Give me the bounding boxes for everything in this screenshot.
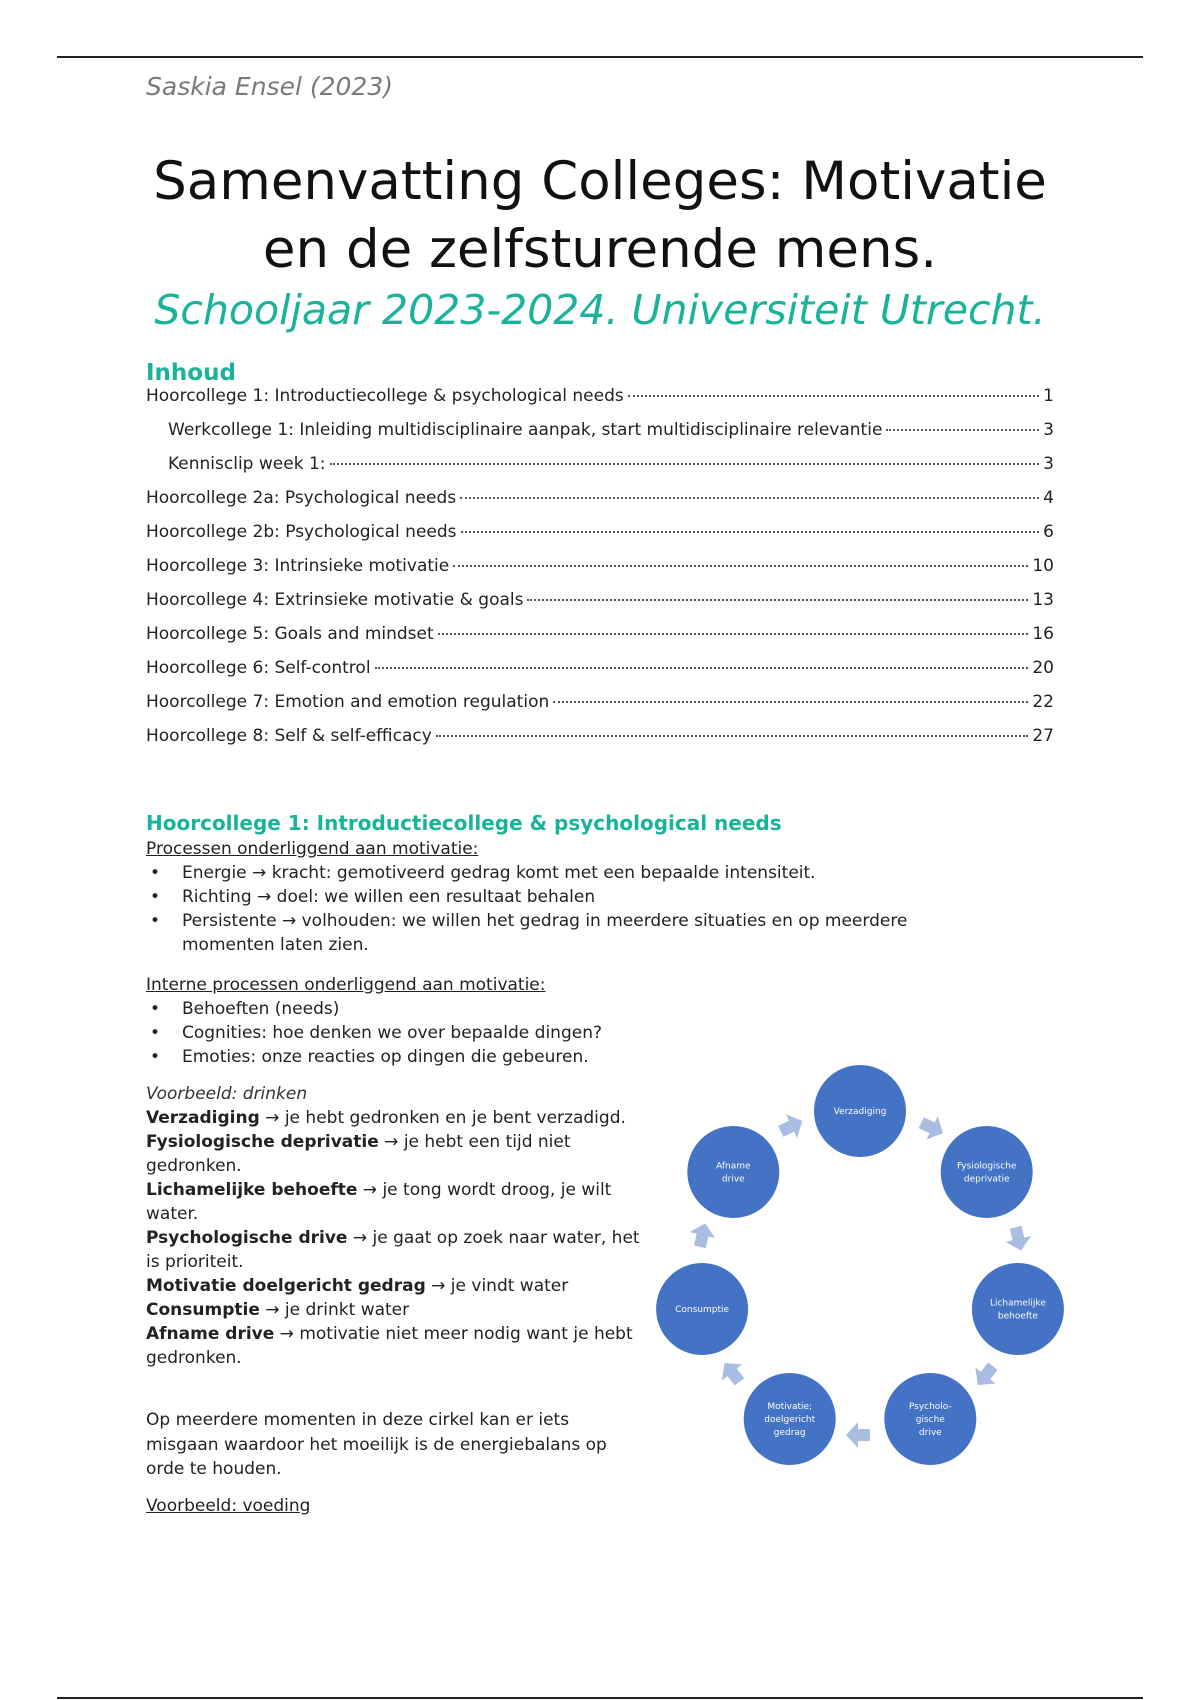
list-item: • Persistente → volhouden: we willen het gedrag in meerdere situaties en op meerdere momenten laten zien. [146,909,976,957]
cycle-arrow [846,1422,870,1448]
top-rule [57,56,1143,58]
toc-dot-leader [375,667,1029,669]
toc-entry[interactable] [146,624,1054,658]
cycle-node-label: Afname [716,1161,751,1172]
document-title [120,148,1080,284]
toc-dot-leader [527,599,1028,601]
cycle-arrow [775,1109,808,1143]
list-item: • Energie → kracht: gemotiveerd gedrag komt met een bepaalde intensiteit. [146,861,976,885]
step-item [146,1274,646,1298]
toc-entry[interactable] [146,590,1054,624]
step-term: Afname drive [146,1324,275,1344]
cycle-arrow [968,1358,1003,1393]
toc-entry-label: Hoorcollege 1: Introductiecollege & psychological needs [146,386,624,406]
list-item: • Behoeften (needs) [146,997,976,1021]
toc-entry-label: Hoorcollege 6: Self-control [146,658,371,678]
list-item: • Cognities: hoe denken we over bepaalde dingen? [146,1021,976,1045]
step-description: → je hebt een tijd niet gedronken. [146,1132,571,1176]
internal-processes-heading: Interne processen onderliggend aan motivatie: [146,975,546,995]
cycle-node-label: behoefte [997,1311,1038,1322]
cycle-node-label: doelgericht [764,1415,816,1425]
step-description: → je hebt gedronken en je bent verzadigd. [259,1108,626,1128]
toc-entry-page: 4 [1043,488,1054,508]
toc-entry[interactable] [146,556,1054,590]
step-term: Lichamelijke behoefte [146,1180,358,1200]
cycle-node-label: Verzadiging [833,1107,887,1117]
example-drinking [146,1082,646,1370]
list-item: • Richting → doel: we willen een resultaat behalen [146,885,976,909]
toc-entry-label: Hoorcollege 7: Emotion and emotion regulation [146,692,550,712]
toc-dot-leader [330,463,1040,465]
step-item [146,1298,646,1322]
cycle-node [687,1126,779,1218]
steps-list [146,1106,646,1370]
toc-entry-page: 3 [1043,420,1054,440]
step-term: Motivatie doelgericht gedrag [146,1276,426,1296]
table-of-contents [146,386,1054,760]
toc-dot-leader [460,497,1039,499]
toc-dot-leader [886,429,1039,431]
step-description: → je drinkt water [259,1300,410,1320]
toc-entry[interactable] [146,454,1054,488]
toc-entry[interactable] [146,658,1054,692]
step-item [146,1106,646,1130]
cycle-node-label: Consumptie [675,1305,730,1315]
author-header: Saskia Ensel (2023) [146,72,393,101]
toc-entry-page: 20 [1032,658,1054,678]
toc-entry-page: 3 [1043,454,1054,474]
toc-entry[interactable] [146,488,1054,522]
step-term: Consumptie [146,1300,260,1320]
step-description: → je vindt water [425,1276,569,1296]
toc-entry-page: 27 [1032,726,1054,746]
toc-entry-page: 22 [1032,692,1054,712]
step-item [146,1226,646,1274]
step-term: Verzadiging [146,1108,260,1128]
toc-entry-label: Hoorcollege 2b: Psychological needs [146,522,457,542]
toc-entry-label: Hoorcollege 8: Self & self-efficacy [146,726,432,746]
cycle-node-label: Lichamelijke [989,1298,1046,1309]
toc-dot-leader [438,633,1029,635]
processes-list [146,861,976,957]
toc-dot-leader [553,701,1028,703]
note-paragraph: Op meerdere momenten in deze cirkel kan er iets misgaan waardoor het moeilijk is de energiebalans op orde te houden. [146,1410,607,1479]
toc-entry-page: 10 [1032,556,1054,576]
step-description: → je gaat op zoek naar water, het is prioriteit. [146,1228,640,1272]
title-line-1: Samenvatting Colleges: Motivatie [153,151,1047,212]
toc-entry[interactable] [146,726,1054,760]
toc-entry-label: Werkcollege 1: Inleiding multidisciplinaire aanpak, start multidisciplinaire relevantie [168,420,883,440]
cycle-node [972,1263,1064,1355]
toc-entry-page: 1 [1043,386,1054,406]
example-food-label: Voorbeeld: voeding [146,1496,311,1516]
toc-entry-page: 6 [1043,522,1054,542]
toc-dot-leader [628,395,1039,397]
toc-dot-leader [436,735,1029,737]
cycle-node-label: drive [721,1174,745,1185]
cycle-node-label: drive [918,1428,942,1438]
cycle-arrow [687,1220,718,1249]
step-item [146,1130,646,1178]
toc-entry-page: 16 [1032,624,1054,644]
toc-heading: Inhoud [146,360,236,386]
toc-entry-label: Hoorcollege 4: Extrinsieke motivatie & goals [146,590,524,610]
cycle-node-label: Motivatie; [767,1402,813,1412]
toc-entry-label: Hoorcollege 5: Goals and mindset [146,624,434,644]
toc-dot-leader [461,531,1040,533]
cycle-node-label: Fysiologische [956,1161,1017,1172]
toc-entry-label: Kennisclip week 1: [168,454,326,474]
cycle-node-label: Psycholo- [908,1402,952,1412]
toc-entry-page: 13 [1032,590,1054,610]
title-line-2: en de zelfsturende mens. [262,219,938,280]
cycle-arrow [916,1111,949,1145]
toc-entry[interactable] [146,522,1054,556]
toc-dot-leader [453,565,1028,567]
step-term: Fysiologische deprivatie [146,1132,379,1152]
step-item [146,1178,646,1226]
motivation-cycle-diagram [645,1045,1075,1475]
section-heading: Hoorcollege 1: Introductiecollege & psychological needs [146,811,782,835]
cycle-node-label: gedrag [773,1428,806,1438]
step-item [146,1322,646,1370]
cycle-arrow [1003,1224,1034,1253]
toc-entry-label: Hoorcollege 2a: Psychological needs [146,488,457,508]
step-description: → motivatie niet meer nodig want je hebt gedronken. [146,1324,633,1368]
example-label: Voorbeeld: drinken [146,1084,308,1104]
cycle-node-label: gische [915,1415,945,1425]
toc-entry-label: Hoorcollege 3: Intrinsieke motivatie [146,556,450,576]
step-term: Psychologische drive [146,1228,348,1248]
bottom-rule [57,1697,1143,1699]
list-item: • Emoties: onze reacties op dingen die gebeuren. [146,1045,976,1069]
document-subtitle: Schooljaar 2023-2024. Universiteit Utrecht. [154,286,1046,334]
cycle-node [941,1126,1033,1218]
toc-entry[interactable] [146,420,1054,454]
toc-entry[interactable] [146,386,1054,420]
cycle-node-label: deprivatie [963,1174,1010,1185]
step-description: → je tong wordt droog, je wilt water. [146,1180,612,1224]
processes-heading: Processen onderliggend aan motivatie: [146,839,479,859]
cycle-arrow [714,1355,749,1390]
toc-entry[interactable] [146,692,1054,726]
